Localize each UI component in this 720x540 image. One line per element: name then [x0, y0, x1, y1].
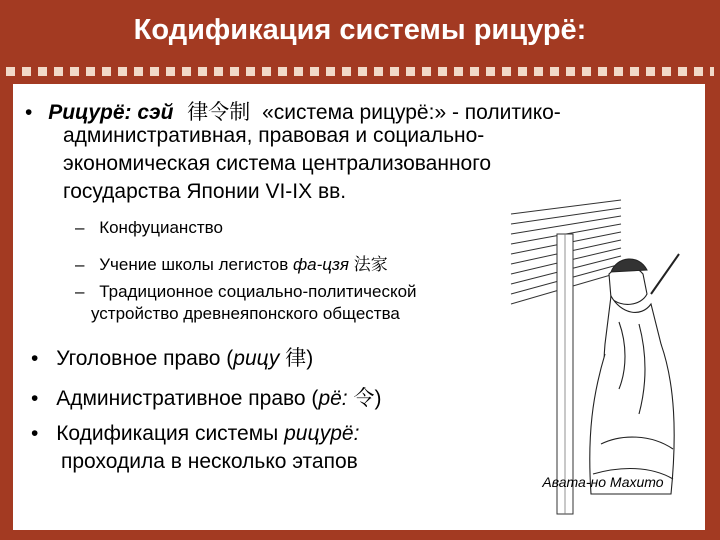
subitem-1 — [75, 218, 223, 238]
bullet-4-line-1 — [31, 422, 359, 446]
hat — [611, 259, 647, 272]
subitem-3-text-1: Традиционное социально-политической — [99, 282, 417, 301]
subitem-2-text: Учение школы легистов — [99, 255, 293, 274]
dash-marker: – — [75, 282, 85, 301]
bullet-4-line-2: проходила в несколько этапов — [61, 450, 358, 473]
bullet-marker: • — [31, 347, 39, 370]
rizuryo-term: рицурё: — [284, 422, 360, 445]
fa-jia-kanji: 法家 — [349, 255, 388, 274]
ritsu-term: рицу — [233, 347, 280, 370]
bullet-1-line-3: экономическая система централизованного — [63, 152, 492, 175]
subitem-3-line-1 — [75, 282, 417, 302]
bullet-1-line-4: государства Японии VI-IX вв. — [63, 180, 347, 203]
bullet-2 — [31, 342, 313, 372]
bullet-4-before: Кодификация системы — [56, 422, 285, 445]
slide-title: Кодификация системы рицурё: — [133, 14, 587, 46]
fa-jia-term: фа-цзя — [292, 255, 349, 274]
figure-outline — [590, 254, 679, 494]
ryo-kanji: 令) — [347, 387, 382, 410]
dash-marker: – — [75, 218, 85, 237]
ritsu-kanji: 律) — [279, 347, 314, 370]
dotted-divider — [6, 67, 714, 76]
subitem-3-line-2: устройство древнеяпонского общества — [91, 304, 400, 323]
rizuryo-kanji: 律令制 — [187, 101, 251, 124]
bullet-1-line-1 — [25, 96, 561, 126]
bullet-2-before: Уголовное право ( — [56, 347, 234, 370]
bullet-3 — [31, 382, 381, 412]
image-caption: Авата-но Махито — [542, 474, 664, 490]
dash-marker: – — [75, 255, 85, 274]
subitem-1-text: Конфуцианство — [99, 218, 223, 237]
rizuryo-sei-term: Рицурё: сэй — [48, 101, 174, 124]
ryo-term: рё: — [318, 387, 348, 410]
bullet-marker: • — [31, 387, 39, 410]
bullet-1-text: «система рицурё:» - политико- — [262, 101, 561, 124]
subitem-2 — [75, 250, 388, 275]
bullet-1-line-2: административная, правовая и социально- — [63, 124, 485, 147]
bullet-3-before: Административное право ( — [56, 387, 319, 410]
bullet-marker: • — [31, 422, 39, 445]
content-panel — [13, 84, 705, 530]
bullet-marker: • — [25, 101, 33, 124]
